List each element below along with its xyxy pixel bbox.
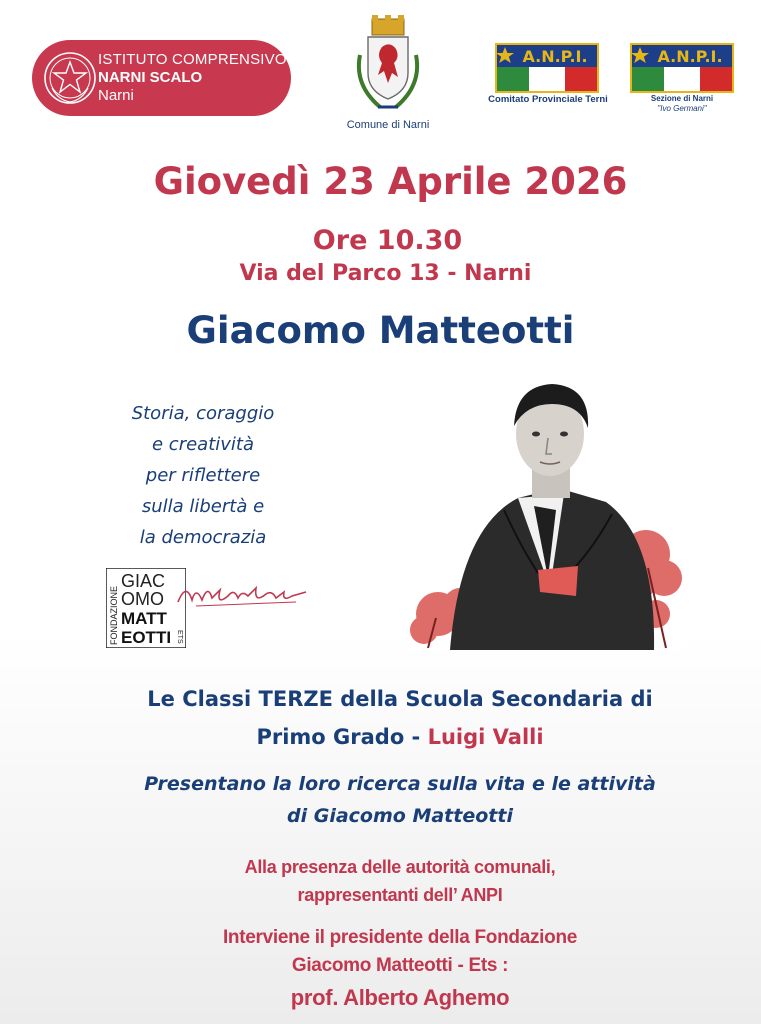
tagline-line: sulla libertà e xyxy=(141,496,265,517)
anpi-local-caption xyxy=(620,94,744,114)
anpi-provincial-caption: Comitato Provinciale Terni xyxy=(488,94,608,105)
event-place: Via del Parco 13 - Narni xyxy=(239,261,532,286)
school-name-block xyxy=(98,51,287,105)
tagline xyxy=(118,398,288,553)
event-title: Giacomo Matteotti xyxy=(186,309,575,352)
school-type: ISTITUTO COMPRENSIVO xyxy=(98,51,287,68)
tagline-line: Storia, coraggio xyxy=(131,403,275,424)
school-name: NARNI SCALO xyxy=(98,69,203,86)
event-time: Ore 10.30 xyxy=(312,225,463,256)
speaker-line: Interviene il presidente della Fondazione xyxy=(222,927,578,948)
presence-line: rappresentanti dell’ ANPI xyxy=(297,885,503,905)
anpi-flag-text: A.N.P.I. xyxy=(657,47,723,66)
comune-crest-icon xyxy=(350,15,426,115)
anpi-local-caption-line: Sezione di Narni xyxy=(650,94,714,103)
fondazione-row: EOTTI xyxy=(121,628,172,647)
presentation-line: di Giacomo Matteotti xyxy=(287,805,513,827)
fondazione-ets: ETS xyxy=(176,630,183,644)
italian-republic-emblem-icon xyxy=(40,48,100,108)
presentation-line: Presentano la loro ricerca sulla vita e le attività xyxy=(144,773,656,795)
anpi-local-subcaption: "Ivo Germani" xyxy=(657,104,707,113)
tagline-line: e creatività xyxy=(152,434,254,455)
fondazione-matteotti-logo xyxy=(106,568,186,648)
event-date: Giovedì 23 Aprile 2026 xyxy=(153,160,628,203)
classes-block xyxy=(60,680,740,756)
speaker-block xyxy=(60,924,740,1016)
classes-prefix: Primo Grado - xyxy=(256,725,428,749)
fondazione-side-text: FONDAZIONE xyxy=(109,585,119,645)
school-logo xyxy=(32,40,291,116)
anpi-flag-icon xyxy=(630,43,734,93)
school-city: Narni xyxy=(98,87,134,104)
tagline-line: la democrazia xyxy=(139,527,267,548)
school-name-highlight: Luigi Valli xyxy=(427,725,544,749)
speaker-line: Giacomo Matteotti - Ets : xyxy=(291,955,509,976)
classes-line: Le Classi TERZE della Scuola Secondaria di xyxy=(147,687,653,711)
presence-line: Alla presenza delle autorità comunali, xyxy=(244,857,556,877)
anpi-flag-icon xyxy=(495,43,599,93)
comune-label: Comune di Narni xyxy=(346,119,430,131)
classes-line xyxy=(60,718,740,756)
tagline-line: per riflettere xyxy=(145,465,261,486)
fondazione-row: OMO xyxy=(121,589,164,609)
speaker-name: prof. Alberto Aghemo xyxy=(290,985,510,1010)
fondazione-row: MATT xyxy=(121,609,167,628)
matteotti-signature-icon xyxy=(176,576,310,616)
presence-block xyxy=(60,853,740,909)
fondazione-row: GIAC xyxy=(121,571,166,591)
matteotti-portrait xyxy=(408,378,686,650)
presentation-block xyxy=(60,768,740,832)
anpi-flag-text: A.N.P.I. xyxy=(522,47,588,66)
